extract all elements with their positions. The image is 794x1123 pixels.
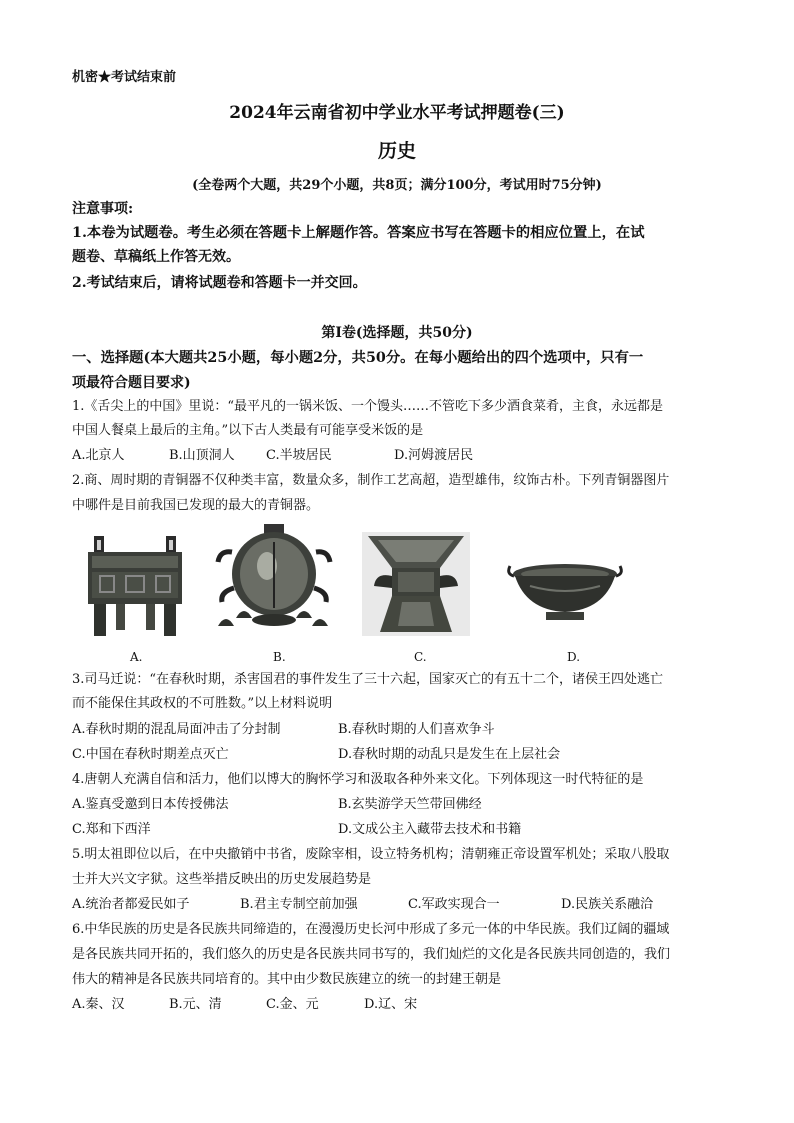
exam-title: 2024年云南省初中学业水平考试押题卷(三) xyxy=(229,103,565,123)
q5-stem-line-1: 5.明太祖即位以后，在中央撤销中书省，废除宰相，设立特务机构；清朝雍正帝设置军机处；采取八股取 xyxy=(72,847,670,862)
q1-stem-line-1: 1.《舌尖上的中国》里说：“最平凡的一锅米饭、一个馒头……不管吃下多少酒食菜肴，主食，永远都是 xyxy=(72,399,664,414)
q2-option-c-label: C. xyxy=(414,650,427,664)
q3-option-c: C.中国在春秋时期差点灭亡 xyxy=(72,747,229,762)
q2-option-b-label: B. xyxy=(273,650,286,664)
q4-option-d: D.文成公主入藏带去技术和书籍 xyxy=(338,822,522,837)
q1-option-d: D.河姆渡居民 xyxy=(394,448,474,463)
exam-info: (全卷两个大题，共29个小题，共8页；满分100分，考试用时75分钟) xyxy=(192,178,602,193)
bronze-ding-image xyxy=(80,532,190,638)
notes-item-1-line-2: 题卷、草稿纸上作答无效。 xyxy=(72,249,240,265)
q6-stem-line-1: 6.中华民族的历史是各民族共同缔造的，在漫漫历史长河中形成了多元一体的中华民族。我们辽阔的疆域 xyxy=(72,922,670,937)
q5-option-a: A.统治者都爱民如子 xyxy=(72,897,190,912)
bronze-jar-image xyxy=(212,522,336,634)
q6-stem-line-3: 伟大的精神是各民族共同培育的。其中由少数民族建立的统一的封建王朝是 xyxy=(72,972,502,987)
bronze-zun-image xyxy=(362,532,470,636)
subject-title: 历史 xyxy=(377,140,416,162)
q5-option-d: D.民族关系融洽 xyxy=(561,897,654,912)
q2-stem-line-1: 2.商、周时期的青铜器不仅种类丰富，数量众多，制作工艺高超，造型雄伟，纹饰古朴。下列青铜器图片 xyxy=(72,473,670,488)
q3-option-b: B.春秋时期的人们喜欢争斗 xyxy=(338,722,495,737)
q6-option-a: A.秦、汉 xyxy=(72,997,125,1012)
bronze-basin-image xyxy=(506,560,624,626)
q4-option-c: C.郑和下西洋 xyxy=(72,822,151,837)
section-instructions-line-2: 项最符合题目要求) xyxy=(72,375,191,391)
q5-option-c: C.军政实现合一 xyxy=(408,897,500,912)
q2-option-d-label: D. xyxy=(567,650,581,664)
q4-option-a: A.鉴真受邀到日本传授佛法 xyxy=(72,797,229,812)
q5-option-b: B.君主专制空前加强 xyxy=(240,897,358,912)
q2-option-a-label: A. xyxy=(130,650,143,664)
q2-stem-line-2: 中哪件是目前我国已发现的最大的青铜器。 xyxy=(72,498,320,513)
q3-stem-line-1: 3.司马迁说：“在春秋时期，杀害国君的事件发生了三十六起，国家灭亡的有五十二个，诸侯王四处逃亡 xyxy=(72,672,664,687)
q3-stem-line-2: 而不能保住其政权的不可胜数。”以上材料说明 xyxy=(72,696,333,711)
part-heading: 第Ⅰ卷(选择题，共50分) xyxy=(321,325,473,341)
q1-option-b: B.山顶洞人 xyxy=(169,448,235,463)
q6-option-d: D.辽、宋 xyxy=(364,997,418,1012)
q3-option-d: D.春秋时期的动乱只是发生在上层社会 xyxy=(338,747,561,762)
notes-item-1-line-1: 1.本卷为试题卷。考生必须在答题卡上解题作答。答案应书写在答题卡的相应位置上，在试 xyxy=(72,225,645,241)
q5-stem-line-2: 士并大兴文字狱。这些举措反映出的历史发展趋势是 xyxy=(72,872,372,887)
q1-option-a: A.北京人 xyxy=(72,448,125,463)
confidential-label: 机密★考试结束前 xyxy=(72,70,177,85)
q1-option-c: C.半坡居民 xyxy=(266,448,332,463)
q4-option-b: B.玄奘游学天竺带回佛经 xyxy=(338,797,482,812)
notes-heading: 注意事项: xyxy=(72,201,134,217)
q4-stem-line-1: 4.唐朝人充满自信和活力，他们以博大的胸怀学习和汲取各种外来文化。下列体现这一时代特征的是 xyxy=(72,772,644,787)
section-instructions-line-1: 一、选择题(本大题共25小题，每小题2分，共50分。在每小题给出的四个选项中，只有一 xyxy=(72,350,644,366)
q3-option-a: A.春秋时期的混乱局面冲击了分封制 xyxy=(72,722,281,737)
q6-option-b: B.元、清 xyxy=(169,997,222,1012)
q1-stem-line-2: 中国人餐桌上最后的主角。”以下古人类最有可能享受米饭的是 xyxy=(72,423,424,438)
q6-option-c: C.金、元 xyxy=(266,997,319,1012)
q6-stem-line-2: 是各民族共同开拓的，我们悠久的历史是各民族共同书写的，我们灿烂的文化是各民族共同创造的，我们 xyxy=(72,947,671,962)
notes-item-2: 2.考试结束后，请将试题卷和答题卡一并交回。 xyxy=(72,275,367,291)
